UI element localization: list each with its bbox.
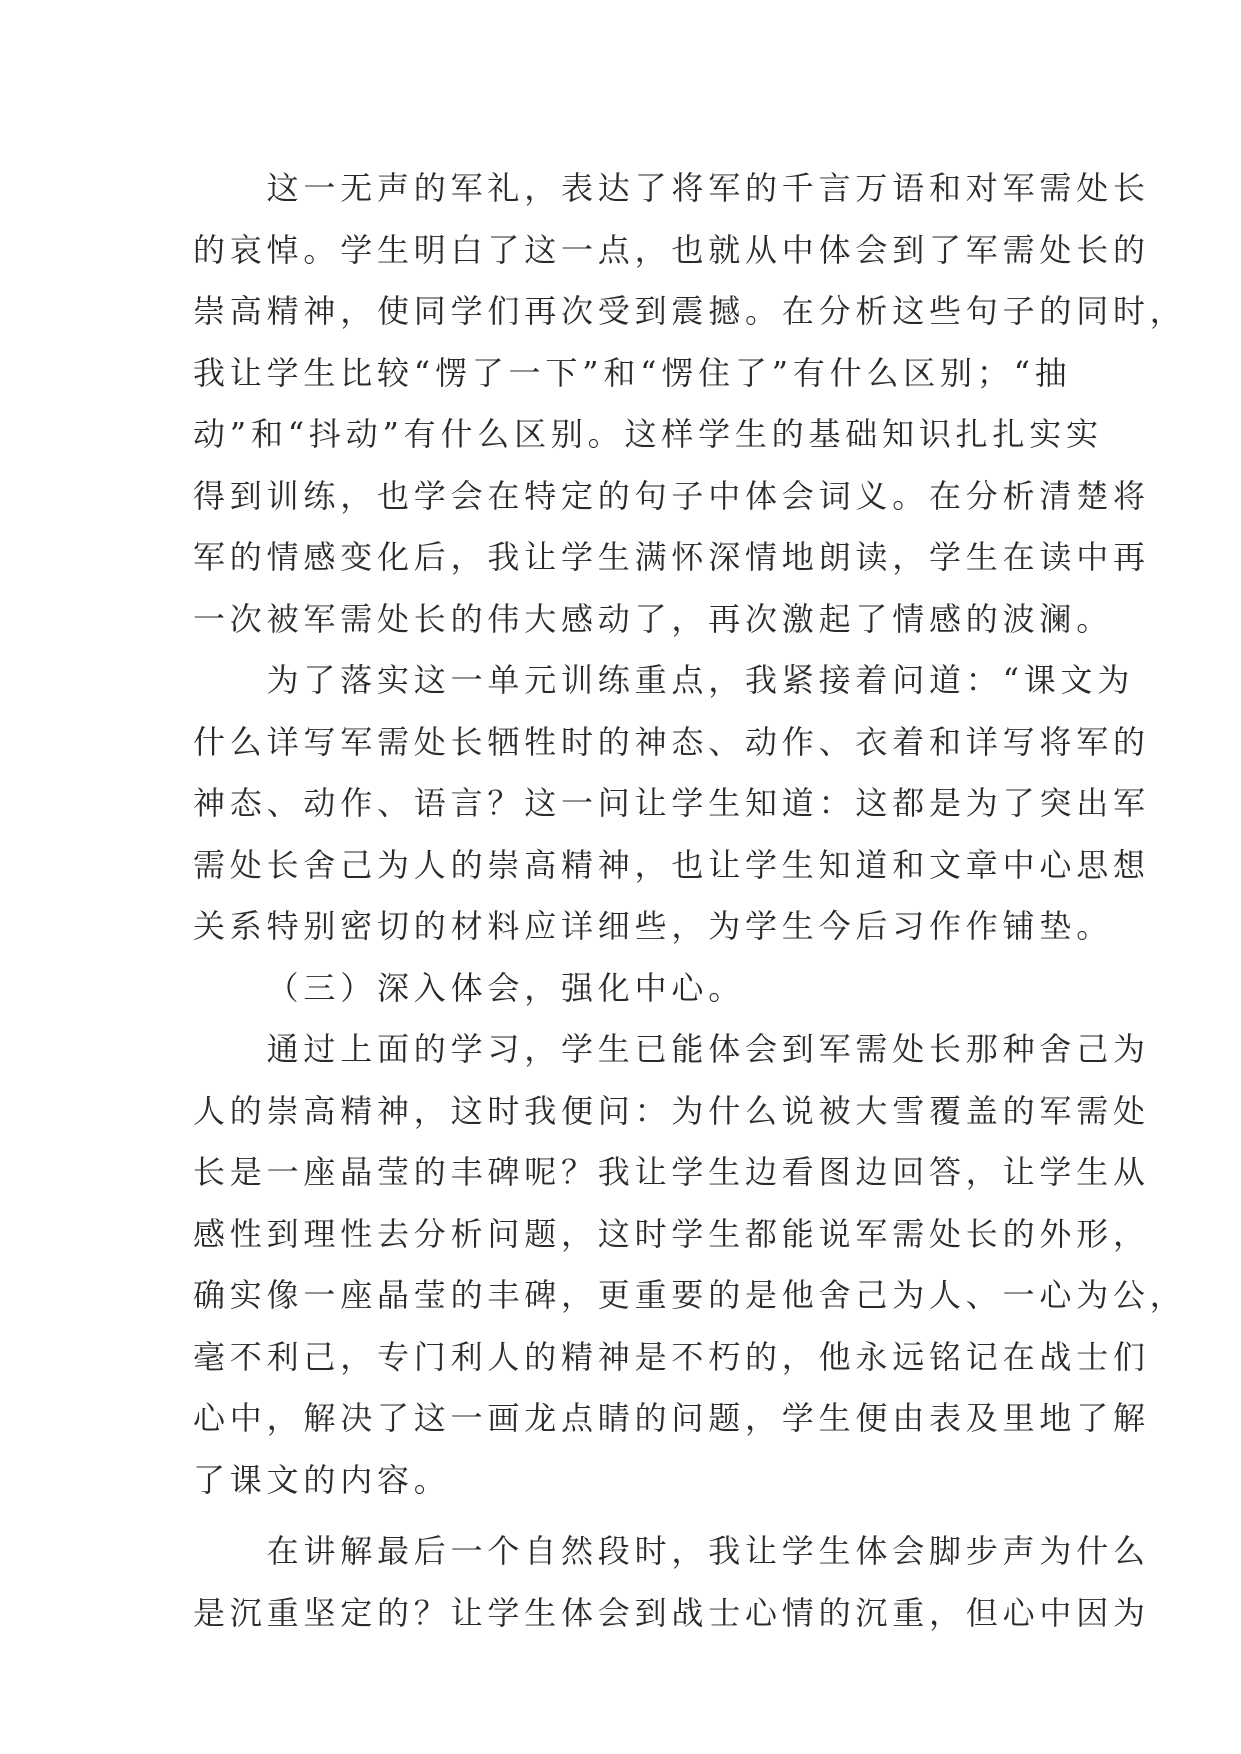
text-line: 是沉重坚定的？让学生体会到战士心情的沉重，但心中因为: [193, 1593, 1150, 1632]
text-line: 我让学生比较“愣了一下”和“愣住了”有什么区别；“抽: [193, 353, 1072, 392]
text-line: 通过上面的学习，学生已能体会到军需处长那种舍己为: [266, 1030, 1150, 1068]
document-body: [193, 158, 1187, 1644]
text-line: 这一无声的军礼，表达了将军的千言万语和对军需处长: [266, 169, 1150, 207]
section-heading: （三）深入体会，强化中心。: [266, 968, 745, 1007]
text-line: 军的情感变化后，我让学生满怀深情地朗读，学生在读中再: [193, 538, 1150, 576]
text-line: 崇高精神，使同学们再次受到震撼。在分析这些句子的同时，: [193, 292, 1187, 330]
text-line: 一次被军需处长的伟大感动了，再次激起了情感的波澜。: [193, 599, 1114, 638]
text-line: 确实像一座晶莹的丰碑，更重要的是他舍己为人、一心为公，: [193, 1276, 1187, 1314]
text-line: 长是一座晶莹的丰碑呢？我让学生边看图边回答，让学生从: [193, 1153, 1150, 1191]
text-line: 什么详写军需处长牺牲时的神态、动作、衣着和详写将军的: [193, 722, 1150, 761]
text-line: 关系特别密切的材料应详细些，为学生今后习作作铺垫。: [193, 907, 1114, 945]
text-line: 在讲解最后一个自然段时，我让学生体会脚步声为什么: [266, 1532, 1150, 1570]
text-line: 的哀悼。学生明白了这一点，也就从中体会到了军需处长的: [193, 230, 1150, 269]
text-line: 动”和“抖动”有什么区别。这样学生的基础知识扎扎实实: [193, 415, 1103, 453]
text-line: 为了落实这一单元训练重点，我紧接着问道：“课文为: [266, 661, 1135, 699]
text-line: 心中，解决了这一画龙点睛的问题，学生便由表及里地了解: [193, 1399, 1150, 1437]
text-line: 需处长舍己为人的崇高精神，也让学生知道和文章中心思想: [193, 845, 1150, 884]
text-line: 得到训练，也学会在特定的句子中体会词义。在分析清楚将: [193, 476, 1150, 515]
text-line: 毫不利己，专门利人的精神是不朽的，他永远铭记在战士们: [193, 1337, 1150, 1376]
text-line: 感性到理性去分析问题，这时学生都能说军需处长的外形，: [193, 1214, 1150, 1253]
text-line: 人的崇高精神，这时我便问：为什么说被大雪覆盖的军需处: [193, 1091, 1150, 1130]
text-line: 了课文的内容。: [193, 1460, 451, 1499]
text-line: 神态、动作、语言？这一问让学生知道：这都是为了突出军: [193, 784, 1150, 822]
